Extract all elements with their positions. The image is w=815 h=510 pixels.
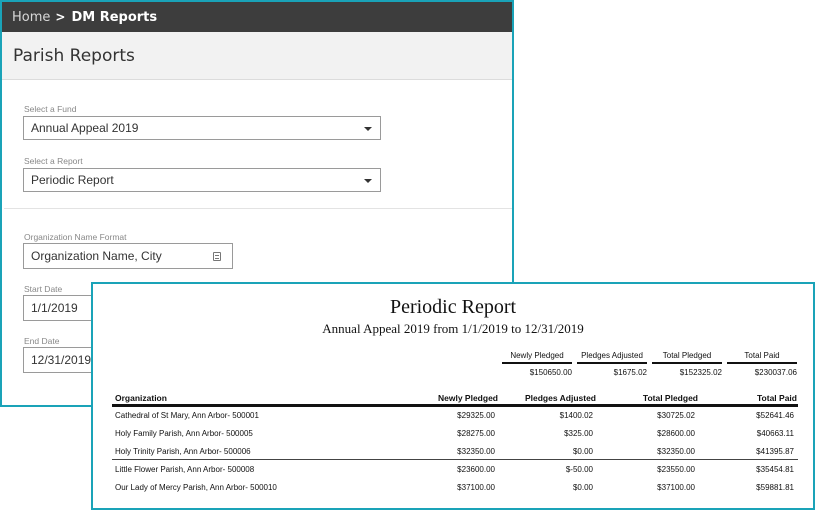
total-pledged-cell: $30725.02 — [657, 411, 695, 420]
total-pledged-cell: $32350.00 — [657, 447, 695, 456]
newly-pledged-cell: $29325.00 — [457, 411, 495, 420]
table-row — [112, 479, 798, 497]
newly-pledged-cell: $23600.00 — [457, 465, 495, 474]
total-pledged-cell: $28600.00 — [657, 429, 695, 438]
summary-rule — [577, 362, 647, 364]
total-paid-cell: $59881.81 — [756, 483, 794, 492]
report-subtitle: Annual Appeal 2019 from 1/1/2019 to 12/31/2019 — [322, 321, 584, 336]
summary-label: Newly Pledged — [510, 351, 564, 360]
report-select-value: Periodic Report — [31, 173, 114, 187]
report-title: Periodic Report — [389, 296, 517, 318]
pledges-adjusted-cell: $325.00 — [564, 429, 593, 438]
summary-value: $150650.00 — [529, 368, 572, 377]
fund-select-label: Select a Fund — [24, 104, 77, 114]
column-header-newly-pledged: Newly Pledged — [438, 393, 498, 403]
pledges-adjusted-cell: $0.00 — [572, 483, 593, 492]
caret-down-icon — [364, 179, 372, 183]
table-row — [112, 407, 798, 425]
summary-value: $1675.02 — [613, 368, 647, 377]
org-format-value: Organization Name, City — [31, 249, 162, 263]
summary-total-paid — [727, 349, 797, 379]
fund-select[interactable] — [23, 116, 381, 140]
newly-pledged-cell: $37100.00 — [457, 483, 495, 492]
org-cell: Little Flower Parish, Ann Arbor- 500008 — [115, 465, 255, 474]
column-header-organization: Organization — [115, 393, 167, 403]
breadcrumb-home-link[interactable]: Home — [12, 9, 51, 25]
end-date-label: End Date — [24, 336, 60, 346]
org-cell: Holy Trinity Parish, Ann Arbor- 500006 — [115, 447, 251, 456]
pledges-adjusted-cell: $0.00 — [572, 447, 593, 456]
table-row — [112, 425, 798, 443]
summary-total-pledged — [652, 349, 722, 379]
periodic-report-preview — [91, 282, 815, 510]
end-date-value: 12/31/2019 — [31, 353, 92, 367]
row-separator — [112, 459, 798, 460]
column-header-pledges-adjusted: Pledges Adjusted — [524, 393, 596, 403]
total-paid-cell: $35454.81 — [756, 465, 794, 474]
report-select[interactable] — [23, 168, 381, 192]
summary-rule — [652, 362, 722, 364]
summary-label: Total Paid — [744, 351, 780, 360]
section-divider — [4, 208, 512, 209]
pledges-adjusted-cell: $-50.00 — [565, 465, 593, 474]
report-select-label: Select a Report — [24, 156, 83, 166]
total-paid-cell: $40663.11 — [756, 429, 794, 438]
summary-label: Pledges Adjusted — [581, 351, 643, 360]
column-header-total-paid: Total Paid — [757, 393, 797, 403]
summary-rule — [727, 362, 797, 364]
start-date-value: 1/1/2019 — [31, 301, 78, 315]
pledges-adjusted-cell: $1400.02 — [559, 411, 593, 420]
column-header-total-pledged: Total Pledged — [642, 393, 698, 403]
summary-value: $152325.02 — [679, 368, 722, 377]
fund-select-value: Annual Appeal 2019 — [31, 121, 139, 135]
newly-pledged-cell: $32350.00 — [457, 447, 495, 456]
chevron-right-icon: > — [55, 10, 66, 24]
list-icon — [213, 252, 221, 261]
summary-newly-pledged — [502, 349, 572, 379]
summary-label: Total Pledged — [662, 351, 712, 360]
page-title: Parish Reports — [13, 45, 135, 66]
start-date-label: Start Date — [24, 284, 63, 294]
org-cell: Cathedral of St Mary, Ann Arbor- 500001 — [115, 411, 259, 420]
page-header — [2, 32, 512, 80]
summary-pledges-adjusted — [577, 349, 647, 379]
caret-down-icon — [364, 127, 372, 131]
total-paid-cell: $41395.87 — [756, 447, 794, 456]
top-nav-bar — [2, 2, 512, 32]
org-cell: Holy Family Parish, Ann Arbor- 500005 — [115, 429, 253, 438]
total-pledged-cell: $37100.00 — [657, 483, 695, 492]
summary-rule — [502, 362, 572, 364]
org-cell: Our Lady of Mercy Parish, Ann Arbor- 500010 — [115, 483, 277, 492]
breadcrumb-current: DM Reports — [71, 9, 158, 25]
newly-pledged-cell: $28275.00 — [457, 429, 495, 438]
total-paid-cell: $52641.46 — [756, 411, 794, 420]
org-format-select[interactable] — [23, 243, 233, 269]
summary-value: $230037.06 — [754, 368, 797, 377]
total-pledged-cell: $23550.00 — [657, 465, 695, 474]
table-row — [112, 461, 798, 479]
org-format-label: Organization Name Format — [24, 232, 127, 242]
